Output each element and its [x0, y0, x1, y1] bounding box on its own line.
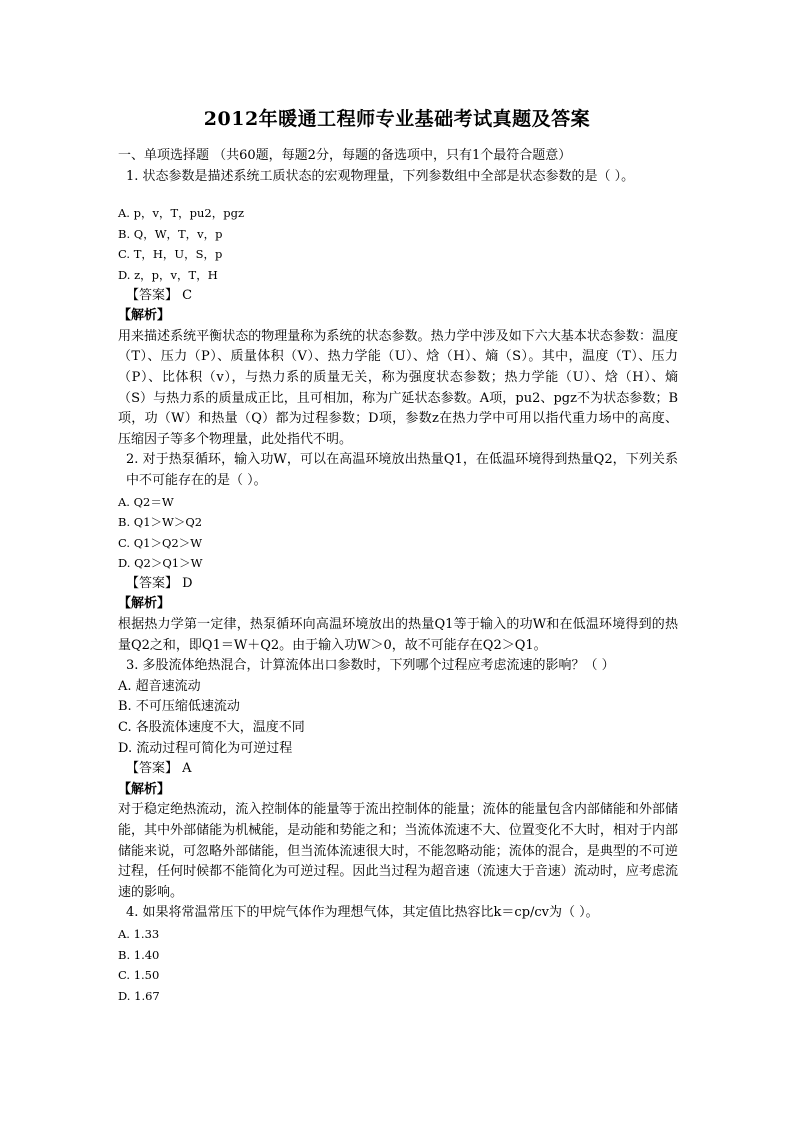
question-1-option-b: B. Q，W，T，v，p: [118, 226, 223, 241]
question-4-option-b: B. 1.40: [118, 947, 160, 962]
question-1-option-d: D. z，p，v，T，H: [118, 267, 218, 282]
question-1-analysis-label: 【解析】: [118, 308, 171, 324]
question-4-option-c: C. 1.50: [118, 968, 160, 983]
spacer: [118, 187, 678, 203]
question-1-stem: 1. 状态参数是描述系统工质状态的宏观物理量，下列参数组中全部是状态参数的是（ ）。: [126, 168, 635, 184]
question-2-option-b: B. Q1＞W＞Q2: [118, 515, 203, 530]
question-3-option-b: B. 不可压缩低速流动: [118, 699, 240, 715]
question-2-analysis: 根据热力学第一定律，热泵循环向高温环境放出的热量Q1等于输入的功W和在低温环境得到的热量Q2之和，即Q1＝W＋Q2。由于输入功W＞0，故不可能存在Q2＞Q1。: [118, 617, 678, 653]
question-2-stem: 2. 对于热泵循环，输入功W，可以在高温环境放出热量Q1，在低温环境得到热量Q2，下列关系中不可能存在的是（ ）。: [126, 452, 678, 488]
question-3-option-d: D. 流动过程可简化为可逆过程: [118, 740, 293, 756]
question-3-option-a: A. 超音速流动: [118, 678, 201, 694]
question-1-option-a: A. p，v，T，pu2，pgz: [118, 206, 245, 221]
question-3-analysis: 对于稳定绝热流动，流入控制体的能量等于流出控制体的能量；流体的能量包含内部储能和外部储能，其中外部储能为机械能，是动能和势能之和；当流体流速不大、位置变化不大时，相对于内部储能来说，可忽略外部储能，但当流体流速很大时，不能忽略动能；流体的混合，是典型的不可逆过程，任何时候都不能简化为可逆过程。因此当过程为超音速（流速大于音速）流动时，应考虑流速的影响。: [118, 802, 678, 900]
section-heading: 一、单项选择题 （共60题，每题2分，每题的备选项中，只有1个最符合题意）: [118, 148, 572, 163]
document-body: [118, 146, 678, 1006]
question-4-option-d: D. 1.67: [118, 988, 160, 1003]
document-title: 2012年暖通工程师专业基础考试真题及答案: [203, 108, 591, 130]
question-3-option-c: C. 各股流体速度不大，温度不同: [118, 720, 305, 736]
question-1-analysis: 用来描述系统平衡状态的物理量称为系统的状态参数。热力学中涉及如下六大基本状态参数：温度（T）、压力（P）、质量体积（V）、热力学能（U）、焓（H）、熵（S）。其中，温度（T）、压力（P）、比体积（v），与热力系的质量无关，称为强度状态参数；热力学能（U）、焓（H）、熵（S）与热力系的质量成正比，且可相加，称为广延状态参数。A项，pu2、pgz不为状态参数；B项，功（W）和热量（Q）都为过程参数；D项，参数z在热力学中可用以指代重力场中的高度、压缩因子等多个物理量，此处指代不明。: [118, 328, 678, 447]
question-3-stem: 3. 多股流体绝热混合，计算流体出口参数时，下列哪个过程应考虑流速的影响？（ ）: [126, 658, 615, 674]
question-3-answer: 【答案】 A: [126, 761, 192, 777]
question-1-answer: 【答案】 C: [126, 287, 193, 303]
question-1-option-c: C. T，H，U，S，p: [118, 247, 223, 262]
question-2-analysis-label: 【解析】: [118, 596, 171, 612]
question-2-option-d: D. Q2＞Q1＞W: [118, 556, 203, 571]
question-4-stem: 4. 如果将常温常压下的甲烷气体作为理想气体，其定值比热容比k＝cp/cv为（ ）。: [126, 905, 599, 921]
question-4-option-a: A. 1.33: [118, 926, 160, 941]
question-2-option-a: A. Q2＝W: [118, 494, 174, 509]
question-2-option-c: C. Q1＞Q2＞W: [118, 535, 203, 550]
question-3-analysis-label: 【解析】: [118, 781, 171, 797]
question-2-answer: 【答案】 D: [126, 575, 193, 591]
